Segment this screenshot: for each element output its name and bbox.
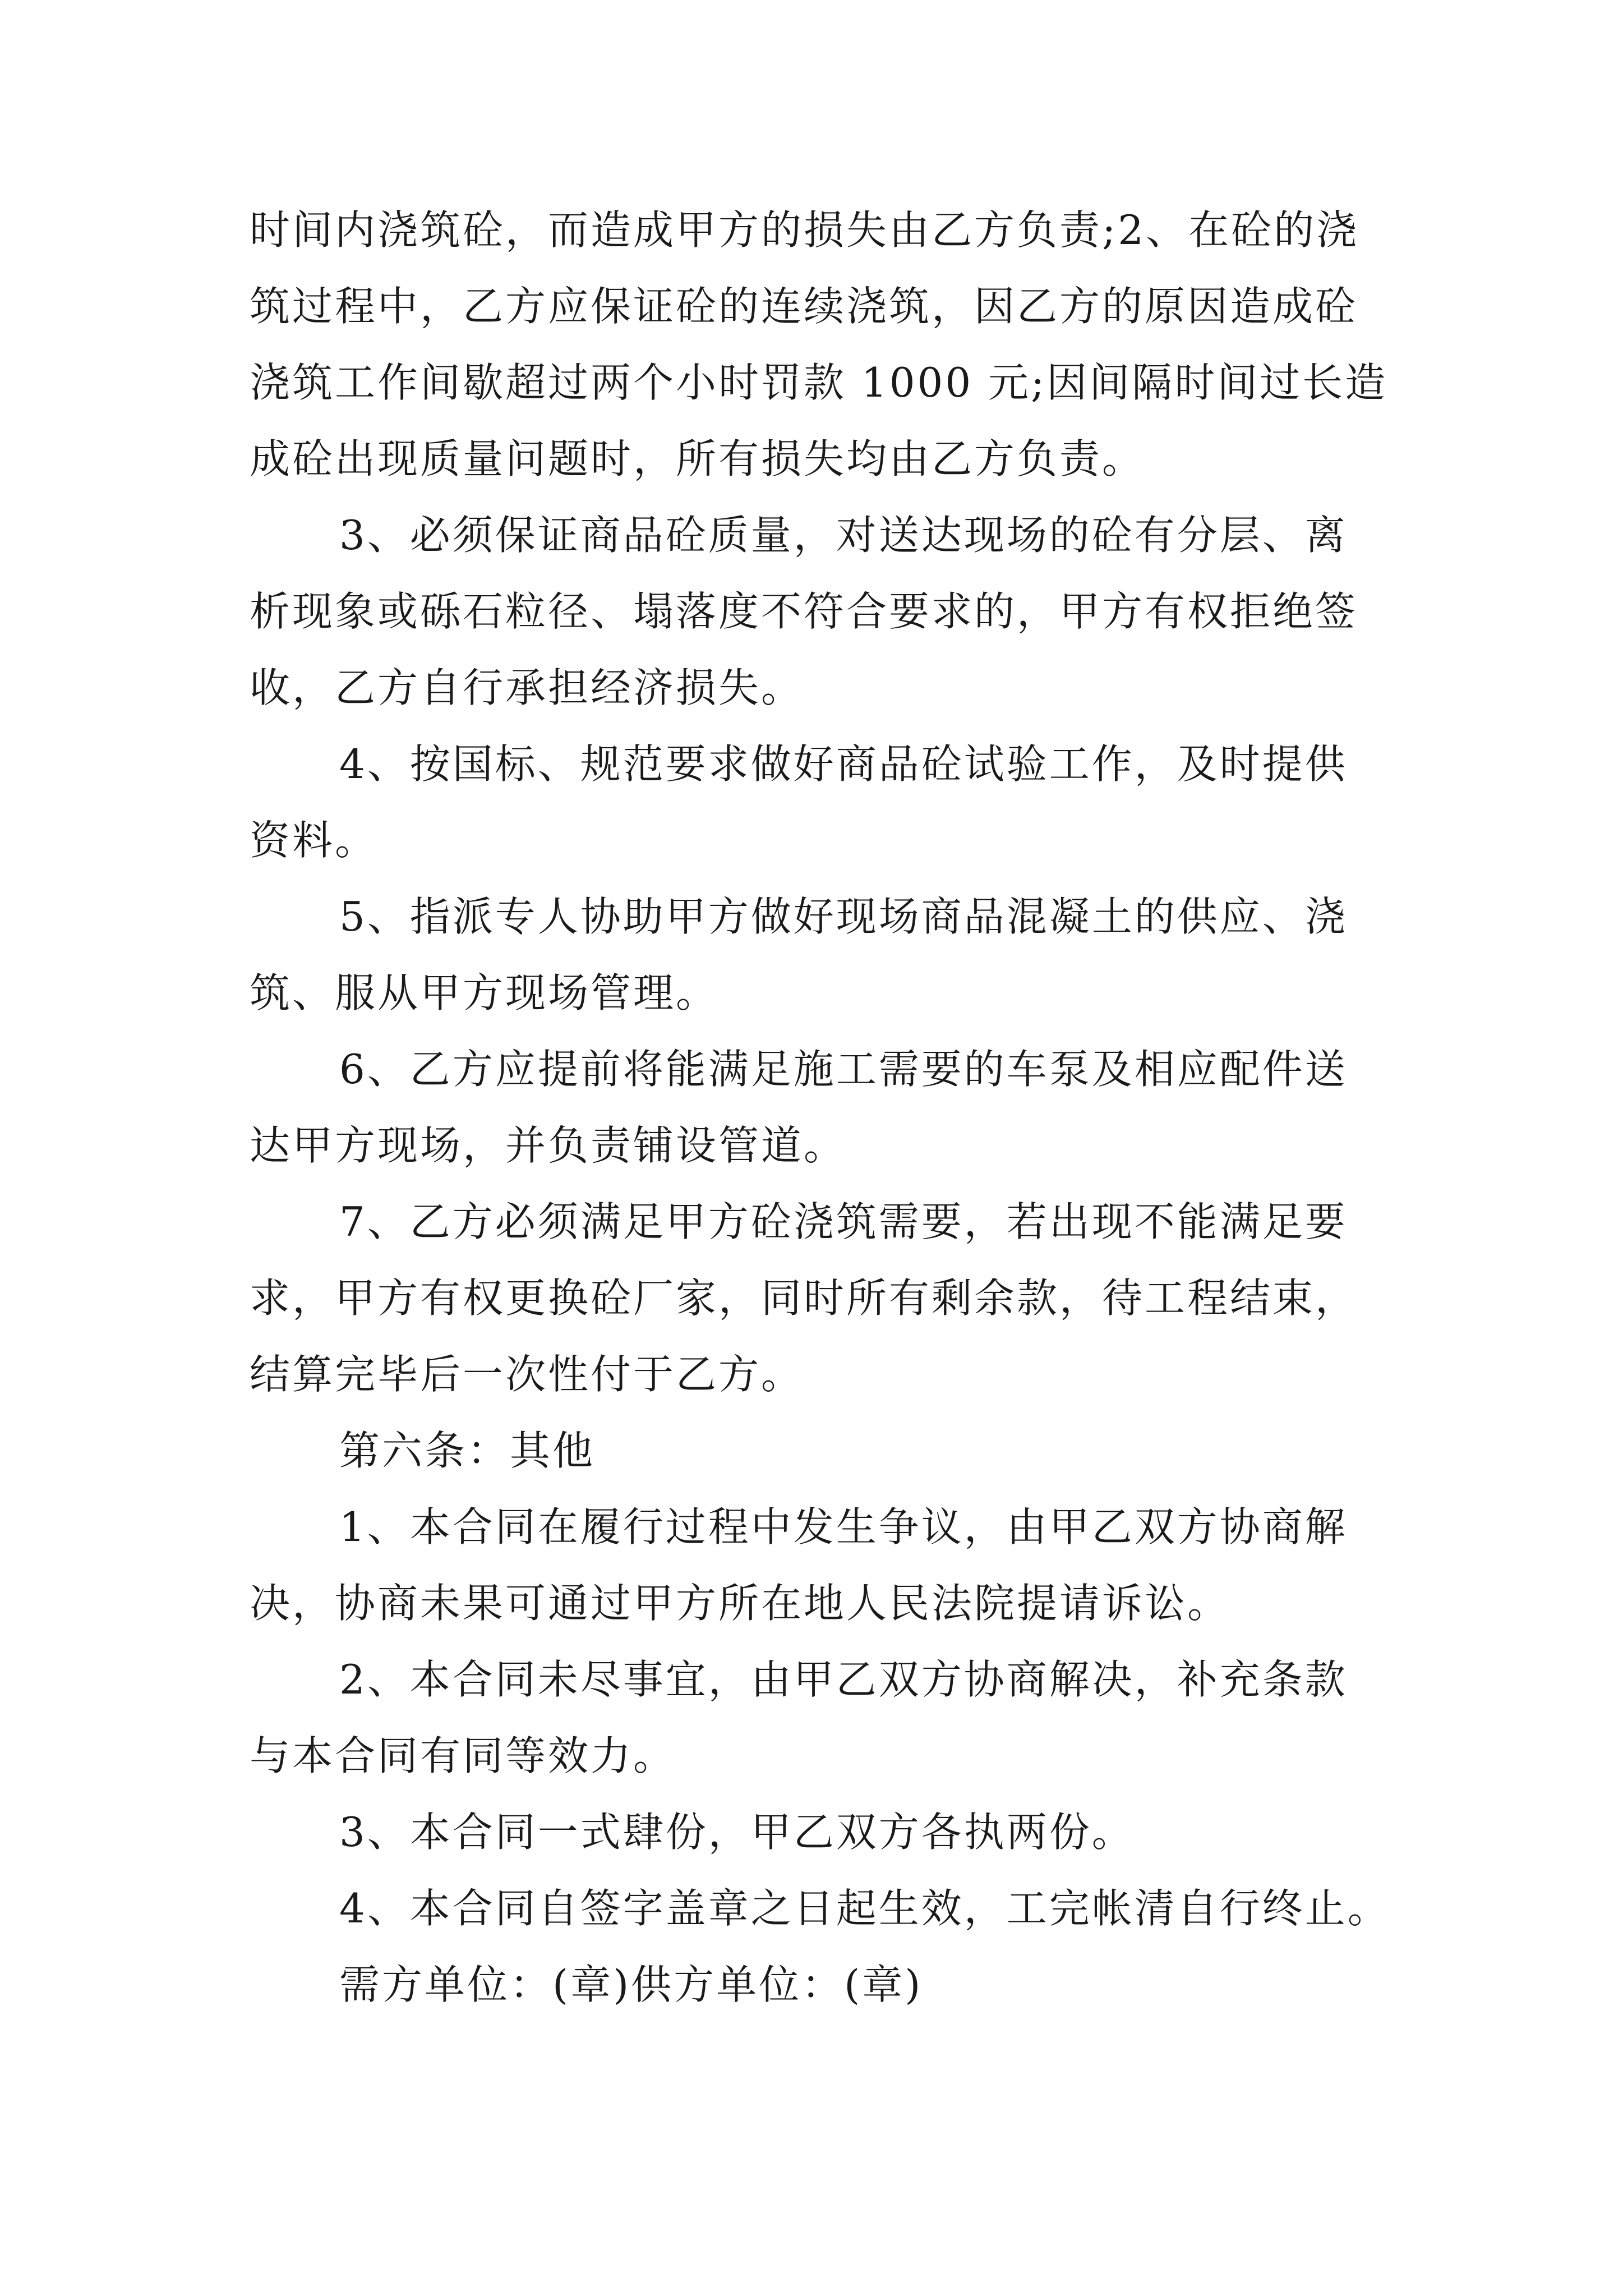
text-line: 结算完毕后一次性付于乙方。 (250, 1351, 804, 1398)
text-line: 决，协商未果可通过甲方所在地人民法院提请诉讼。 (250, 1580, 1230, 1627)
text-line: 与本合同有同等效力。 (250, 1732, 676, 1779)
clause-7-line: 7、乙方必须满足甲方砼浇筑需要，若出现不能满足要 (339, 1198, 1348, 1245)
text-line: 时间内浇筑砼，而造成甲方的损失由乙方负责;2、在砼的浇 (250, 206, 1359, 254)
clause-5-line: 5、指派专人协助甲方做好现场商品混凝土的供应、浇 (339, 893, 1348, 940)
clause-4-line: 4、按国标、规范要求做好商品砼试验工作，及时提供 (339, 740, 1348, 788)
other-clause-1-line: 1、本合同在履行过程中发生争议，由甲乙双方协商解 (339, 1503, 1348, 1550)
text-line: 成砼出现质量问题时，所有损失均由乙方负责。 (250, 435, 1145, 482)
text-line: 筑、服从甲方现场管理。 (250, 969, 719, 1016)
signature-line: 需方单位：(章)供方单位：(章) (339, 1961, 923, 2008)
text-line: 收，乙方自行承担经济损失。 (250, 664, 804, 711)
other-clause-4-line: 4、本合同自签字盖章之日起生效，工完帐清自行终止。 (339, 1885, 1390, 1932)
text-line: 筑过程中，乙方应保证砼的连续浇筑，因乙方的原因造成砼 (250, 283, 1358, 330)
other-clause-3-line: 3、本合同一式肆份，甲乙双方各执两份。 (339, 1809, 1135, 1856)
text-line: 资料。 (250, 817, 378, 864)
text-line: 浇筑工作间歇超过两个小时罚款 1000 元;因间隔时间过长造 (250, 359, 1388, 406)
text-line: 析现象或砾石粒径、塌落度不符合要求的，甲方有权拒绝签 (250, 588, 1358, 635)
text-line: 求，甲方有权更换砼厂家，同时所有剩余款，待工程结束， (250, 1274, 1358, 1322)
text-line: 达甲方现场，并负责铺设管道。 (250, 1122, 847, 1169)
section-heading: 第六条：其他 (339, 1427, 596, 1474)
clause-3-line: 3、必须保证商品砼质量，对送达现场的砼有分层、离 (339, 512, 1348, 559)
other-clause-2-line: 2、本合同未尽事宜，由甲乙双方协商解决，补充条款 (339, 1656, 1348, 1703)
clause-6-line: 6、乙方应提前将能满足施工需要的车泵及相应配件送 (339, 1046, 1348, 1093)
